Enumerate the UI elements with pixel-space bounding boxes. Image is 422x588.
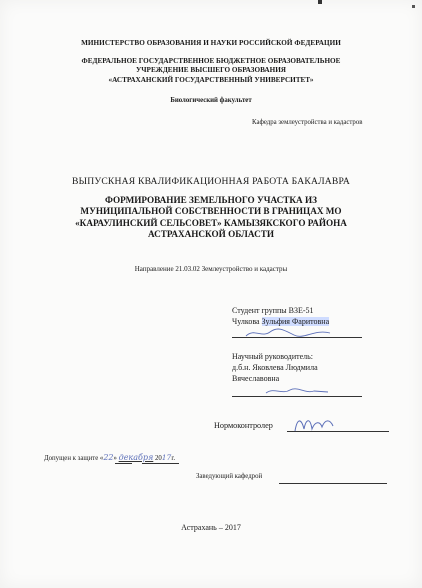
student-signature — [244, 326, 334, 340]
city-year: Астрахань – 2017 — [181, 523, 241, 532]
normcontrol-signature — [292, 413, 336, 435]
admission-prefix: Допущен к защите « — [44, 455, 104, 462]
admission-year-end: г. — [171, 455, 176, 462]
month-underline — [142, 463, 179, 464]
work-title-line-4: АСТРАХАНСКОЙ ОБЛАСТИ — [147, 229, 274, 240]
head-signature-line — [279, 483, 387, 484]
scan-mark — [318, 0, 322, 4]
admission-month: декабря — [118, 453, 154, 462]
head-of-department-label: Заведующий кафедрой — [196, 473, 263, 480]
student-surname: Чулкова — [232, 317, 260, 326]
work-title — [60, 195, 362, 241]
supervisor-degree-name: д.б.н. Яковлева Людмила — [232, 363, 318, 372]
university-heading — [0, 57, 422, 85]
work-title-line-2: МУНИЦИПАЛЬНОЙ СОБСТВЕННОСТИ В ГРАНИЦАХ МО — [80, 206, 342, 217]
day-underline — [115, 463, 132, 464]
admission-line — [44, 453, 175, 462]
university-line-2: УЧРЕЖДЕНИЕ ВЫСШЕГО ОБРАЗОВАНИЯ — [136, 66, 286, 75]
student-given-name: Зульфия Фаритовна — [261, 317, 330, 326]
supervisor-patronymic: Вячеславовна — [232, 374, 280, 383]
study-direction: Направление 21.03.02 Землеустройство и кадастры — [134, 265, 288, 273]
admission-day: 22 — [103, 453, 114, 462]
work-type: ВЫПУСКНАЯ КВАЛИФИКАЦИОННАЯ РАБОТА БАКАЛАВРА — [72, 176, 350, 187]
student-group: Студент группы ВЗЕ-51 — [232, 306, 314, 315]
university-line-1: ФЕДЕРАЛЬНОЕ ГОСУДАРСТВЕННОЕ БЮДЖЕТНОЕ ОБРАЗОВАТЕЛЬНОЕ — [81, 57, 341, 65]
department-name: Кафедра землеустройства и кадастров — [252, 119, 363, 126]
admission-year-suffix: 17 — [161, 453, 172, 462]
supervisor-signature — [262, 384, 332, 398]
work-title-line-1: ФОРМИРОВАНИЕ ЗЕМЕЛЬНОГО УЧАСТКА ИЗ — [105, 195, 317, 205]
faculty-name: Биологический факультет — [170, 97, 252, 104]
normcontrol-label: Нормоконтролер — [214, 421, 273, 430]
admission-mid: » — [113, 455, 117, 462]
admission-year-prefix: 20 — [154, 455, 162, 462]
scan-mark — [412, 5, 415, 8]
ministry-heading: МИНИСТЕРСТВО ОБРАЗОВАНИЯ И НАУКИ РОССИЙСКОЙ ФЕДЕРАЦИИ — [81, 39, 341, 47]
work-title-line-3: «КАРАУЛИНСКИЙ СЕЛЬСОВЕТ» КАМЫЗЯКСКОГО РАЙОНА — [75, 217, 347, 228]
university-line-3: «АСТРАХАНСКИЙ ГОСУДАРСТВЕННЫЙ УНИВЕРСИТЕТ» — [108, 75, 314, 84]
supervisor-label: Научный руководитель: — [232, 352, 314, 361]
